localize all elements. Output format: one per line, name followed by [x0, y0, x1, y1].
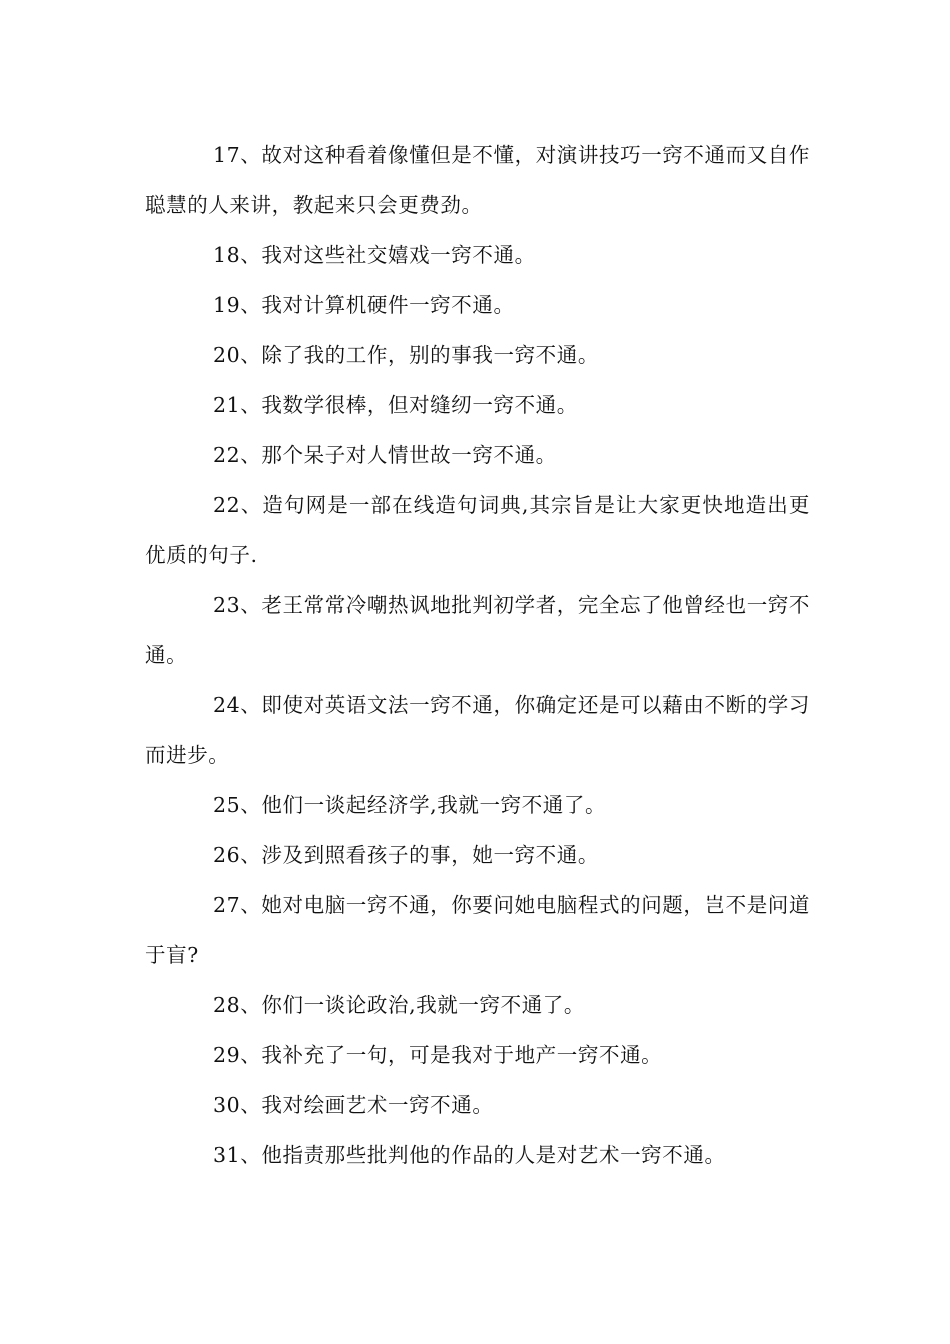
- sentence-31: 31、他指责那些批判他的作品的人是对艺术一窍不通。: [213, 1143, 726, 1167]
- sentence-29: 29、我补充了一句，可是我对于地产一窍不通。: [213, 1043, 663, 1067]
- sentence-28: 28、你们一谈论政治,我就一窍不通了。: [213, 993, 586, 1017]
- sentence-24: 24、即使对英语文法一窍不通，你确定还是可以藉由不断的学习而进步。: [145, 693, 810, 767]
- sentence-21: 21、我数学很棒，但对缝纫一窍不通。: [213, 393, 578, 417]
- sentence-22: 22、那个呆子对人情世故一窍不通。: [213, 443, 557, 467]
- sentence-20: 20、除了我的工作，别的事我一窍不通。: [213, 343, 599, 367]
- sentence-18: 18、我对这些社交嬉戏一窍不通。: [213, 243, 536, 267]
- sentence-19: 19、我对计算机硬件一窍不通。: [213, 293, 515, 317]
- sentence-30: 30、我对绘画艺术一窍不通。: [213, 1093, 494, 1117]
- sentence-17: 17、故对这种看着像懂但是不懂，对演讲技巧一窍不通而又自作聪慧的人来讲，教起来只会更费劲。: [145, 143, 810, 217]
- sentence-25: 25、他们一谈起经济学,我就一窍不通了。: [213, 793, 607, 817]
- sentence-27: 27、她对电脑一窍不通，你要问她电脑程式的问题，岂不是问道于盲?: [145, 893, 810, 967]
- sentence-22-site-note: 22、造句网是一部在线造句词典,其宗旨是让大家更快地造出更优质的句子.: [145, 493, 810, 567]
- document-page: [145, 130, 810, 1180]
- sentence-26: 26、涉及到照看孩子的事，她一窍不通。: [213, 843, 599, 867]
- sentence-23: 23、老王常常冷嘲热讽地批判初学者，完全忘了他曾经也一窍不通。: [145, 593, 810, 667]
